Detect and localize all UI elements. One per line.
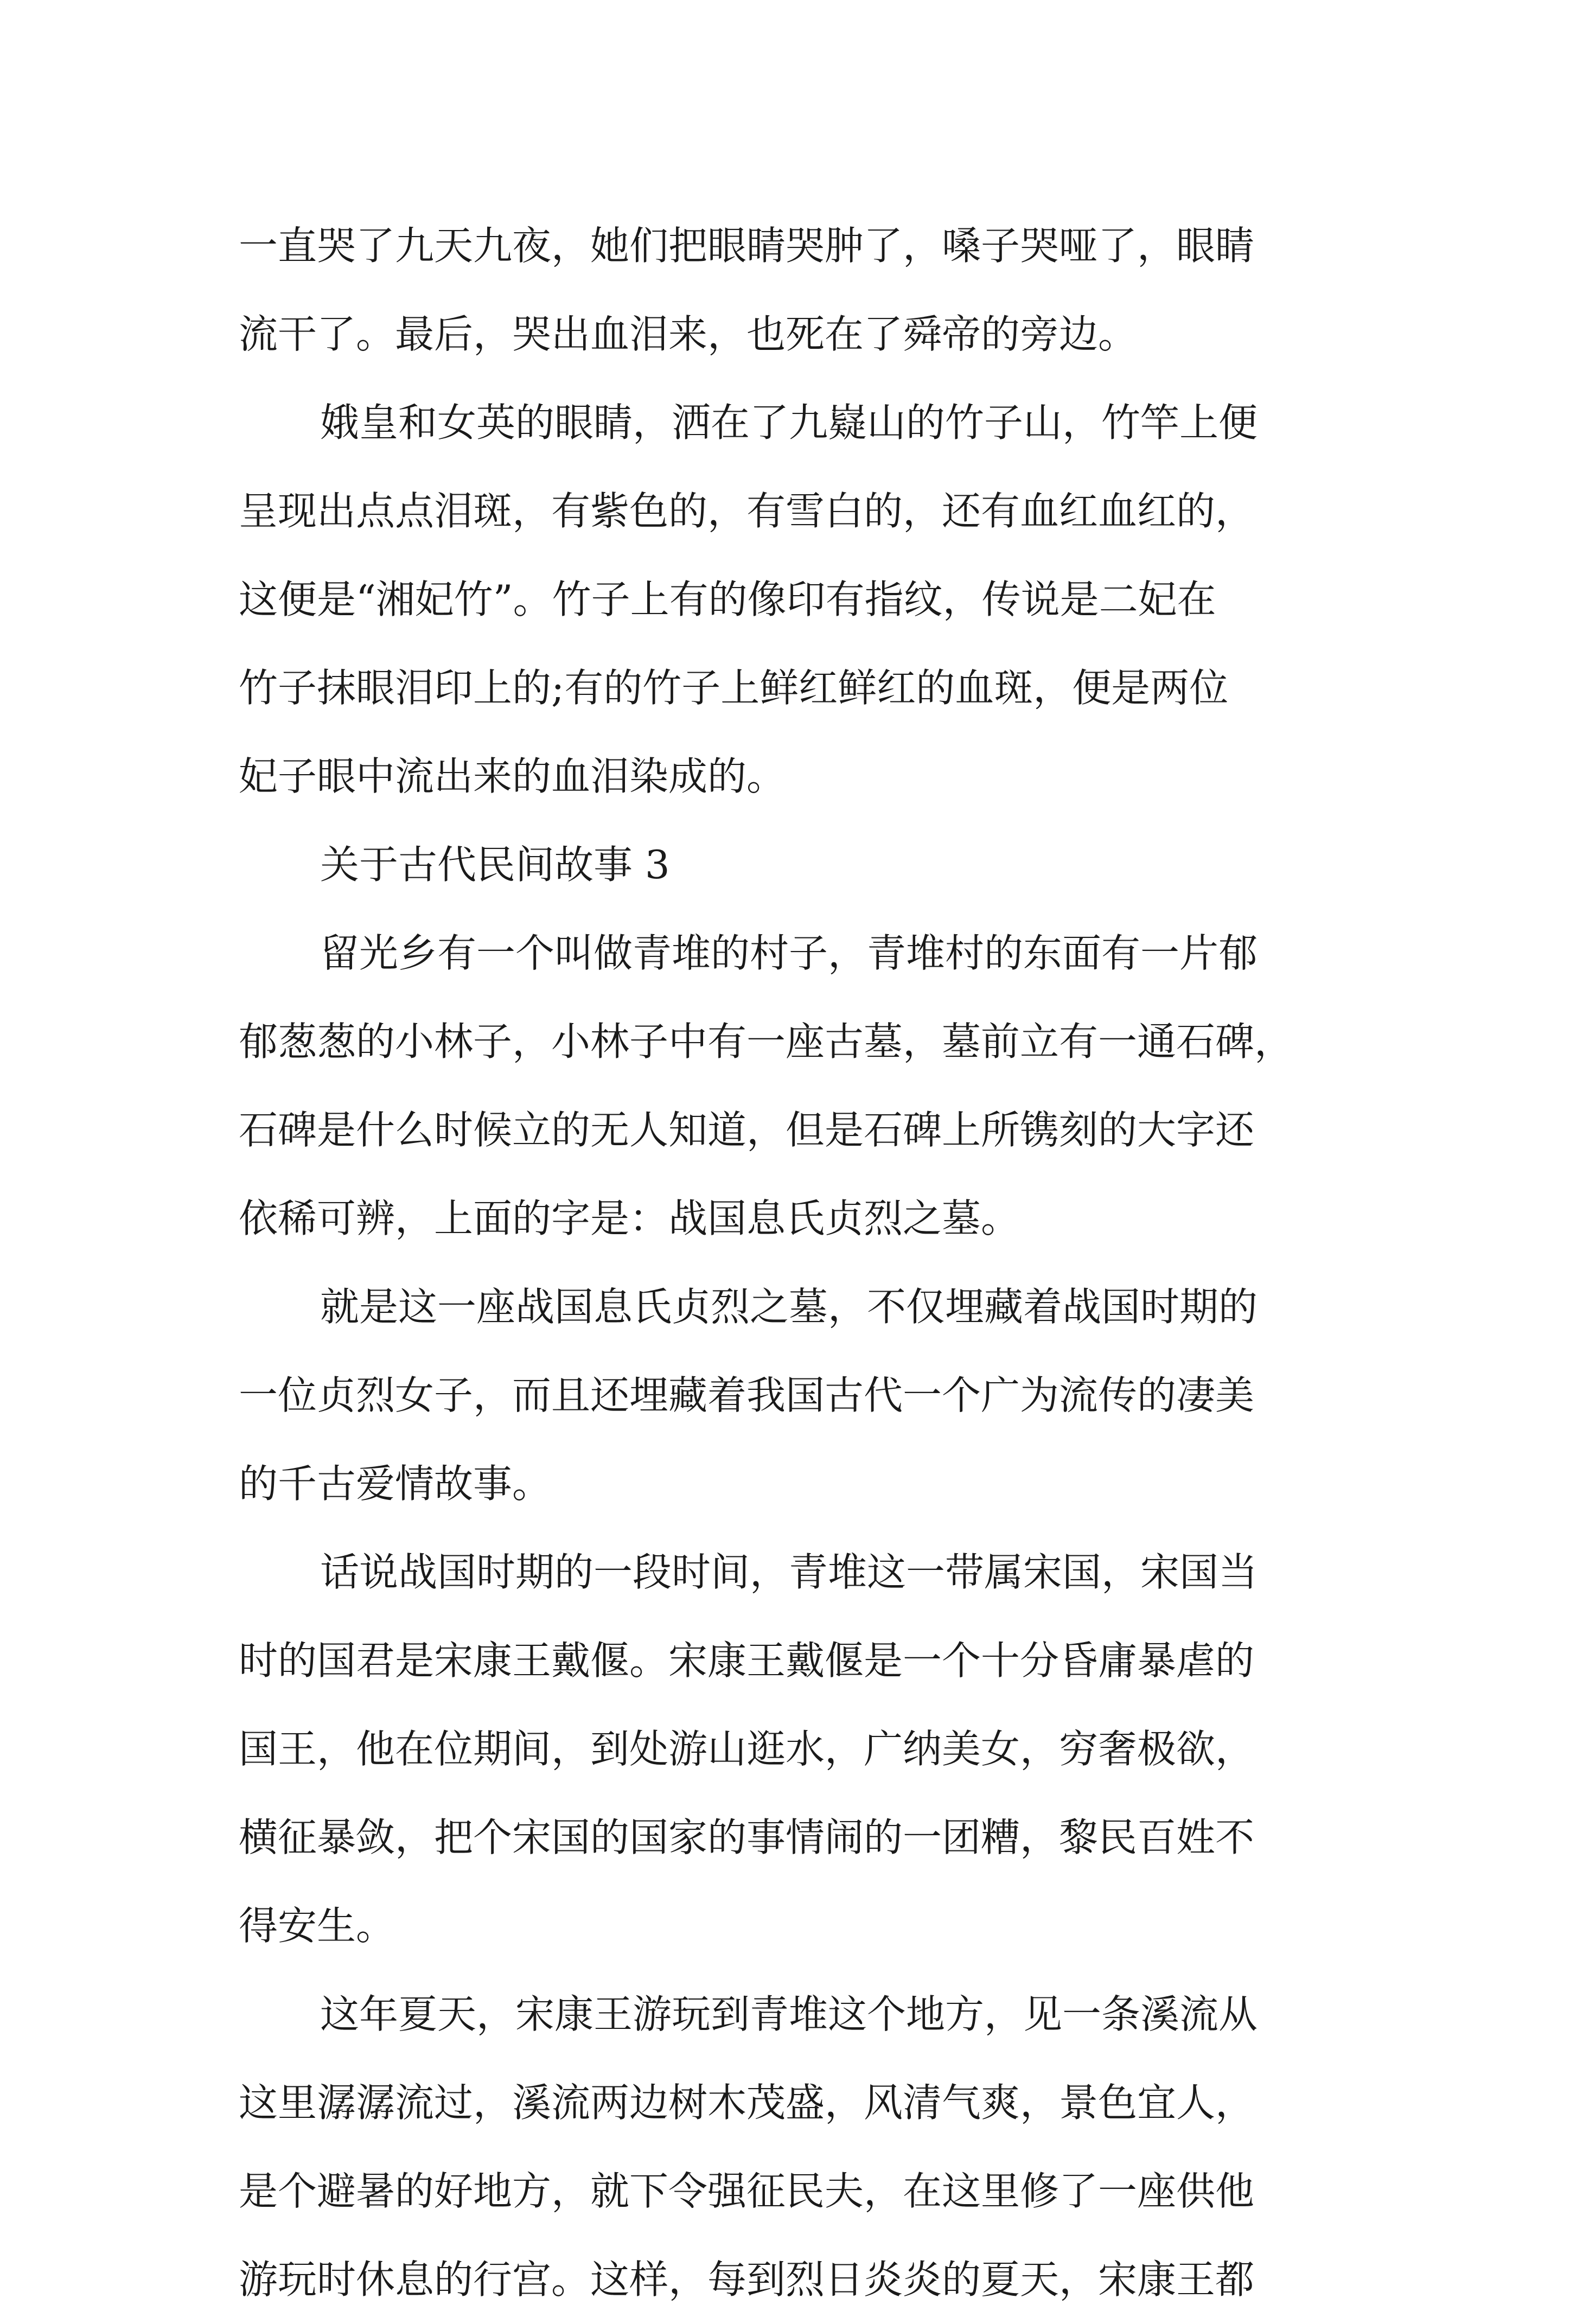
text-line: 石碑是什么时候立的无人知道，但是石碑上所镌刻的大字还 [239,1107,1255,1153]
text-line: 一位贞烈女子，而且还埋藏着我国古代一个广为流传的凄美 [239,1372,1255,1418]
text-line: 就是这一座战国息氏贞烈之墓，不仅埋藏着战国时期的 [320,1284,1258,1330]
text-line: 呈现出点点泪斑，有紫色的，有雪白的，还有血红血红的， [239,488,1255,534]
text-line: 妃子眼中流出来的血泪染成的。 [239,754,786,799]
text-line: 依稀可辨，上面的字是：战国息氏贞烈之墓。 [239,1196,1020,1241]
document-body [239,202,1345,2324]
text-line: 留光乡有一个叫做青堆的村子，青堆村的东面有一片郁 [320,930,1258,976]
text-line: 这年夏天，宋康王游玩到青堆这个地方，见一条溪流从 [320,1991,1258,2037]
text-line: 时的国君是宋康王戴偃。宋康王戴偃是一个十分昏庸暴虐的 [239,1638,1255,1683]
text-line: 话说战国时期的一段时间，青堆这一带属宋国，宋国当 [320,1549,1258,1595]
text-line: 游玩时休息的行宫。这样，每到烈日炎炎的夏天，宋康王都 [239,2257,1255,2302]
text-line: 这便是“湘妃竹”。竹子上有的像印有指纹，传说是二妃在 [239,577,1216,622]
text-line: 娥皇和女英的眼睛，洒在了九嶷山的竹子山，竹竿上便 [320,400,1258,445]
text-line: 这里潺潺流过，溪流两边树木茂盛，风清气爽，景色宜人， [239,2080,1255,2125]
text-line: 得安生。 [239,1903,395,1949]
text-line: 郁葱葱的小林子，小林子中有一座古墓，墓前立有一通石碑， [239,1019,1294,1064]
section-heading: 关于古代民间故事 3 [320,842,670,888]
text-line: 是个避暑的好地方，就下令强征民夫，在这里修了一座供他 [239,2168,1255,2214]
text-line: 流干了。最后，哭出血泪来，也死在了舜帝的旁边。 [239,311,1138,357]
text-line: 竹子抹眼泪印上的;有的竹子上鲜红鲜红的血斑，便是两位 [239,665,1229,711]
text-line: 的千古爱情故事。 [239,1461,552,1506]
text-line: 一直哭了九天九夜，她们把眼睛哭肿了，嗓子哭哑了，眼睛 [239,223,1255,269]
text-line: 横征暴敛，把个宋国的国家的事情闹的一团糟，黎民百姓不 [239,1815,1255,1860]
text-line: 国王，他在位期间，到处游山逛水，广纳美女，穷奢极欲， [239,1726,1255,1772]
